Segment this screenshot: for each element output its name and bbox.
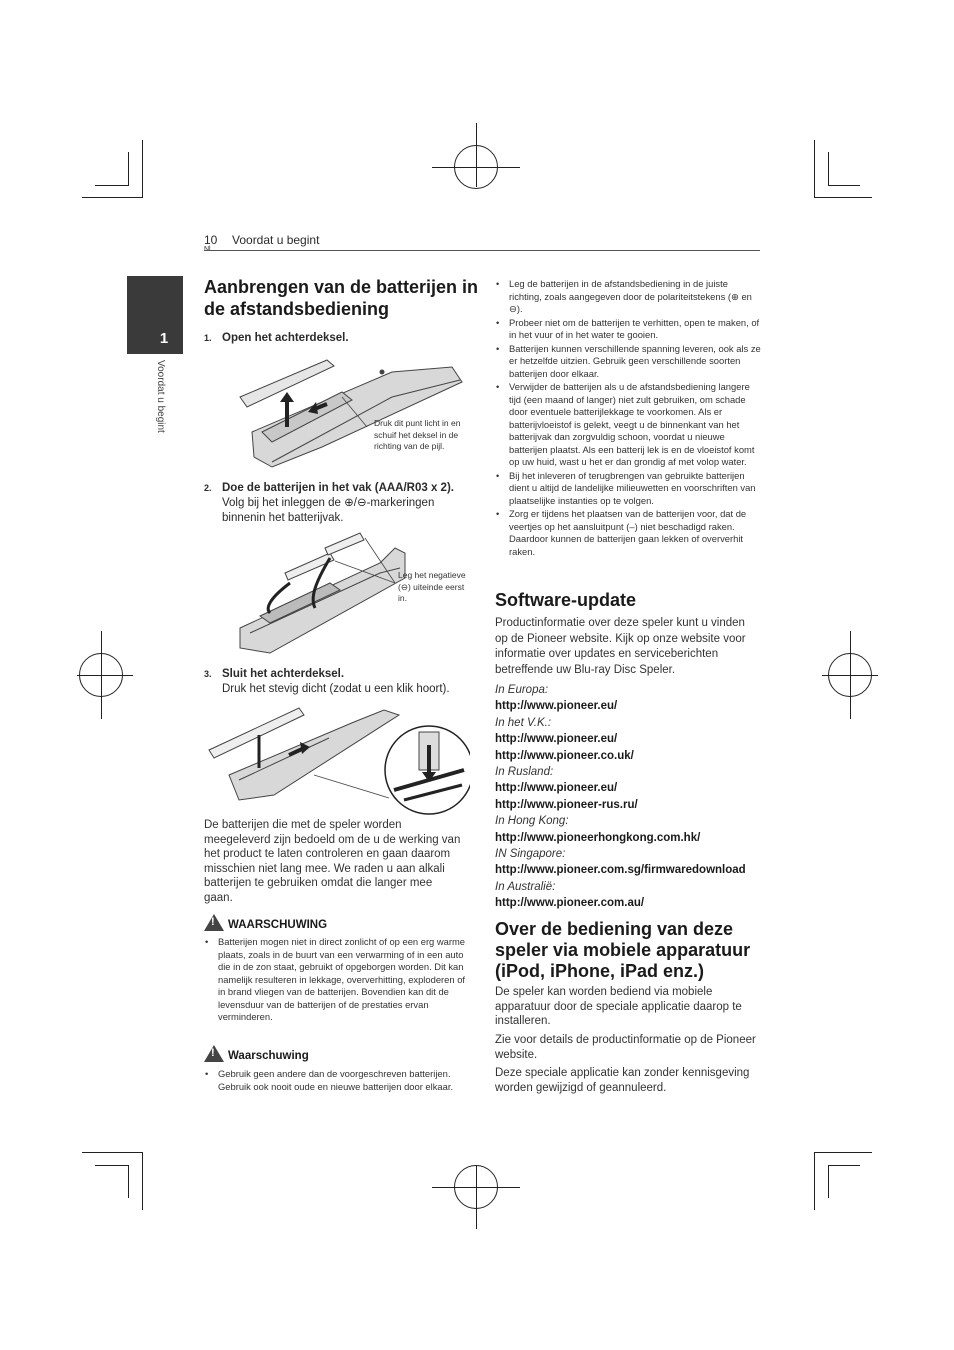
- warning-heading: !WAARSCHUWING: [204, 914, 327, 931]
- url-link[interactable]: http://www.pioneer-rus.ru/: [495, 798, 638, 811]
- remote-close-cover-illustration: [204, 700, 470, 818]
- remote-open-cover-illustration: [232, 352, 472, 477]
- list-item: • Bij het inleveren of terugbrengen van gebruikte batterijen dient u altijd de landelijke milieuwetten en voorschriften van plaatselijke instanties op te volgen.: [495, 470, 761, 508]
- region-europe: In Europa:: [495, 684, 549, 696]
- warning-icon: [204, 914, 224, 931]
- step-3: 3. Sluit het achterdeksel. Druk het stevig dicht (zodat u een klik hoort).: [204, 668, 450, 695]
- list-item: • Probeer niet om de batterijen te verhitten, open te maken, of in het vuur of in het water te gooien.: [495, 317, 761, 342]
- chapter-number: 1: [159, 330, 169, 347]
- software-update-heading: Software-update: [495, 590, 637, 610]
- mobile-para-1: De speler kan worden bediend via mobiele apparatuur door de speciale applicatie daarop te installeren.: [495, 986, 742, 1027]
- software-intro: Productinformatie over deze speler kunt u vinden op de Pioneer website. Kijk op onze website voor informatie over updates en serviceberichten betreffende uw Blu-ray Disc Speler.: [495, 617, 746, 676]
- list-item: • Batterijen kunnen verschillende spanning leveren, ook als ze er hetzelfde uitzien. Gebruik geen verschillende soorten batterijen door elkaar.: [495, 343, 761, 381]
- url-link[interactable]: http://www.pioneer.eu/: [495, 733, 618, 746]
- url-link[interactable]: http://www.pioneerhongkong.com.hk/: [495, 831, 701, 844]
- step-2: 2. Doe de batterijen in het vak (AAA/R03 x 2). Volg bij het inleggen de ⊕/⊖-markeringen binnenin het batterijvak.: [204, 482, 454, 524]
- page-number: 10: [204, 233, 218, 247]
- caution-list: [204, 1068, 466, 1094]
- list-item: • Verwijder de batterijen als u de afstandsbediening langere tijd (een maand of langer) niet zult gebruiken, om schade door eventuele batterijlekkage te voorkomen. Als er batterijvloeistof is gelekt, veegt u de binnenkant van het batterijvak dan zorgvuldig schoon, voordat u nieuwe batterijen plaatst. Als een batterij lek is en de vloeistof komt op uw huid, wast u het er dan grondig af met volop water.: [495, 381, 761, 469]
- region-russia: In Rusland:: [495, 766, 554, 779]
- battery-precautions-list: [495, 278, 761, 559]
- region-link-list: [495, 682, 775, 912]
- url-link[interactable]: http://www.pioneer.com.sg/firmwaredownload: [495, 864, 746, 877]
- step-1: 1. Open het achterdeksel.: [204, 332, 349, 344]
- mobile-para-3: Deze speciale applicatie kan zonder kennisgeving worden gewijzigd of geannuleerd.: [495, 1067, 750, 1094]
- list-item: • Zorg er tijdens het plaatsen van de batterijen voor, dat de veertjes op het aansluitpunt (–) niet beschadigd raken. Daardoor kunnen de batterijen gaan lekken of oververhit raken.: [495, 508, 761, 558]
- batteries-note: De batterijen die met de speler worden meegeleverd zijn bedoeld om de u de werking van het product te laten controleren en gaan daarom misschien niet lang mee. We raden u aan alkali batterijen te gebruiken omdat die langer mee gaan.: [204, 819, 461, 904]
- chapter-label: Voordat u begint: [155, 360, 166, 433]
- region-hong-kong: In Hong Kong:: [495, 815, 569, 828]
- running-header: Voordat u begint: [232, 233, 320, 247]
- url-link[interactable]: http://www.pioneer.eu/: [495, 700, 618, 713]
- caution-heading: !Waarschuwing: [204, 1045, 309, 1062]
- header-rule: [204, 250, 760, 251]
- region-australia: In Australië:: [495, 880, 556, 893]
- mobile-heading: Over de bediening van deze speler via mobiele apparatuur (iPod, iPhone, iPad enz.): [495, 919, 751, 981]
- warning-list: [204, 936, 466, 1025]
- region-uk: In het V.K.:: [495, 716, 552, 729]
- list-item: • Batterijen mogen niet in direct zonlicht of op een erg warme plaats, zoals in de buurt van een verwarming of in een auto die in de zon staat, gebruikt of opgeborgen worden. Dit kan namelijk resulteren in lekkage, oververhitting, exploderen of in brand vliegen van de batterijen. Bovendien kan dit de levensduur van de batterijen of de prestaties ervan verminderen.: [204, 936, 466, 1024]
- list-item: • Leg de batterijen in de afstandsbediening in de juiste richting, zoals aangegeven door de polariteitstekens (⊕ en ⊖).: [495, 278, 761, 316]
- callout-insert: Leg het negatieve (⊖) uiteinde eerst in.: [398, 570, 466, 603]
- url-link[interactable]: http://www.pioneer.eu/: [495, 782, 618, 795]
- warning-icon: [204, 1045, 224, 1062]
- url-link[interactable]: http://www.pioneer.com.au/: [495, 897, 645, 910]
- mobile-para-2: Zie voor details de productinformatie op de Pioneer website.: [495, 1034, 756, 1061]
- callout-open-cover: Druk dit punt licht in en schuif het deksel in de richting van de pijl.: [374, 418, 461, 451]
- url-link[interactable]: http://www.pioneer.co.uk/: [495, 749, 634, 762]
- region-singapore: IN Singapore:: [495, 848, 566, 861]
- batteries-heading: Aanbrengen van de batterijen in de afstandsbediening: [204, 277, 479, 319]
- list-item: • Gebruik geen andere dan de voorgeschreven batterijen. Gebruik ook nooit oude en nieuwe batterijen door elkaar.: [204, 1068, 466, 1093]
